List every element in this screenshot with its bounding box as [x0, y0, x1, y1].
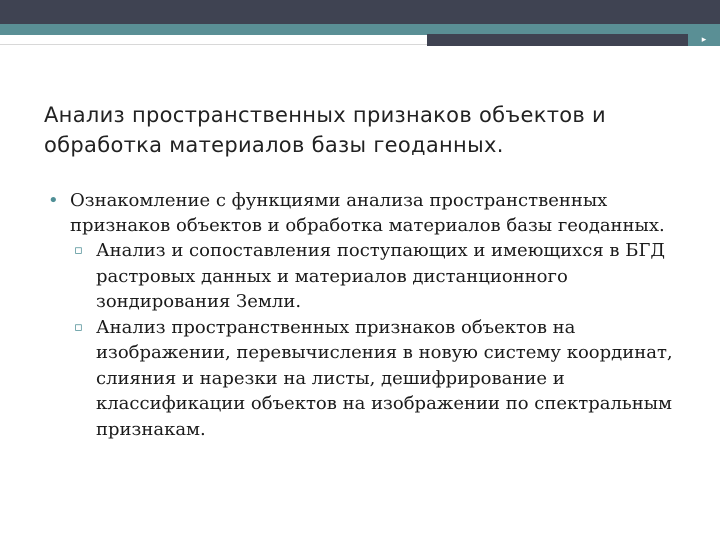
header-teal-band: [0, 24, 720, 34]
sub-bullet-square-icon: ▫: [74, 319, 83, 335]
bullet-item: [44, 188, 694, 238]
bullet-dot-icon: •: [48, 190, 59, 211]
header-dark-band: [0, 0, 720, 24]
slide-content: [44, 188, 694, 442]
header-corner-block: [427, 34, 689, 46]
sub-bullet-text: Анализ и сопоставления поступающих и имеющихся в БГД растровых данных и материалов дистанционного зондирования Земли.: [96, 240, 666, 312]
sub-bullet-square-icon: ▫: [74, 243, 83, 258]
triangle-right-icon: ▸: [688, 34, 720, 46]
header-teal-line: [0, 34, 427, 35]
sub-bullet-text: Анализ пространственных признаков объектов на изображении, перевычисления в новую систему координат, слияния и нарезки на листы, дешифрирование и классификации объектов на изображении по спектральным признакам.: [96, 316, 673, 440]
slide-title: Анализ пространственных признаков объектов и обработка материалов базы геоданных.: [44, 103, 606, 157]
sub-bullet-item: [44, 238, 694, 315]
sub-bullet-item: [44, 315, 694, 443]
bullet-text: Ознакомление с функциями анализа пространственных признаков объектов и обработка материалов базы геоданных.: [70, 190, 665, 236]
